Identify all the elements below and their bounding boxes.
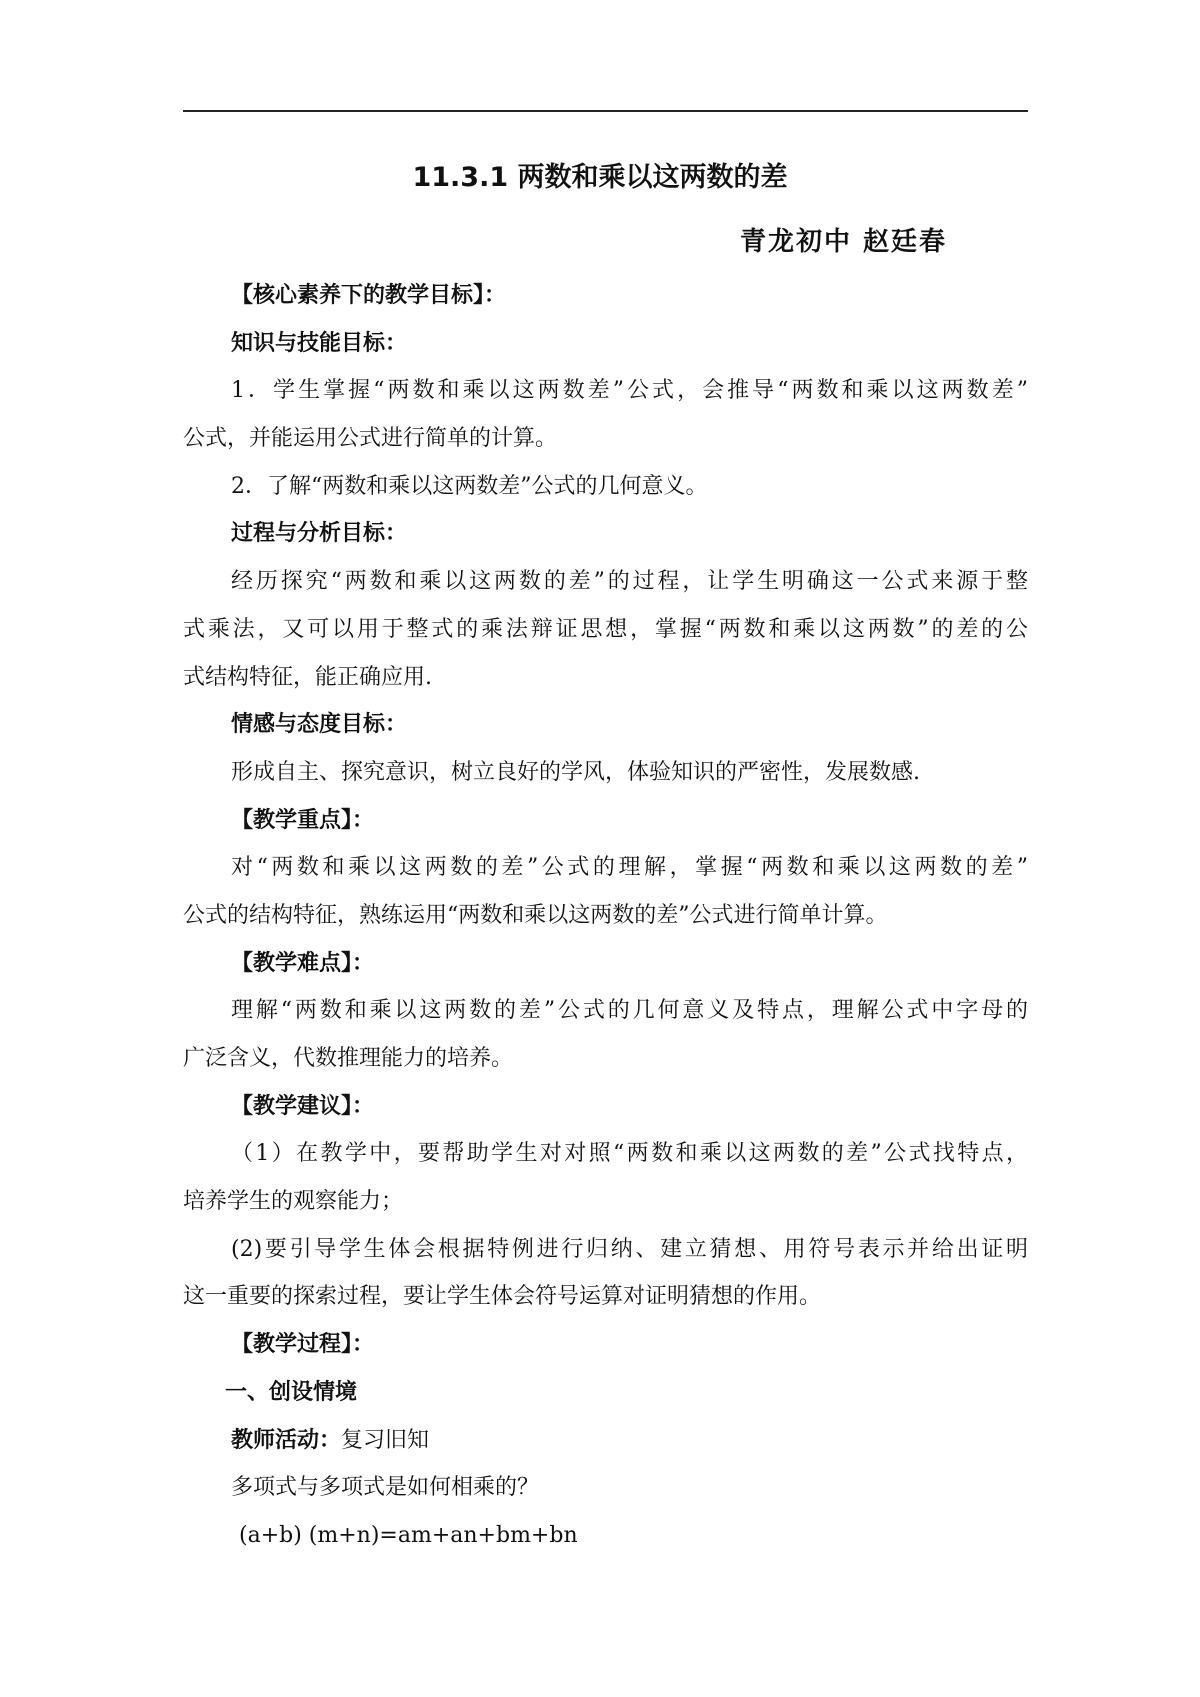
paragraph-line: 多项式与多项式是如何相乘的？ <box>231 1475 540 1501</box>
teacher-activity-text: 复习旧知 <box>341 1427 430 1453</box>
paragraph-line: 经历探究“两数和乘以这两数的差”的过程，让学生明确这一公式来源于整 <box>231 569 1028 595</box>
paragraph-line: 对“两数和乘以这两数的差”公式的理解，掌握“两数和乘以这两数的差” <box>231 855 1028 881</box>
section-heading-process: 【教学过程】： <box>231 1332 375 1358</box>
paragraph-line: 1．学生掌握“两数和乘以这两数差”公式，会推导“两数和乘以这两数差” <box>231 378 1028 404</box>
paragraph-line: 培养学生的观察能力； <box>183 1189 404 1215</box>
paragraph-line: 式结构特征，能正确应用. <box>183 664 432 690</box>
paragraph-line: 公式，并能运用公式进行简单的计算。 <box>183 426 558 452</box>
author-line: 青龙初中 赵廷春 <box>740 227 948 257</box>
subheading-emotion-attitude: 情感与态度目标： <box>231 712 408 738</box>
section-heading-suggestions: 【教学建议】： <box>231 1093 375 1119</box>
subheading-knowledge-skills: 知识与技能目标： <box>231 330 408 356</box>
section-heading-objectives: 【核心素养下的教学目标】： <box>231 283 507 308</box>
document-body <box>183 272 1028 1560</box>
teacher-activity-label: 教师活动： <box>231 1427 342 1453</box>
paragraph-line: （1）在教学中，要帮助学生对对照“两数和乘以这两数的差”公式找特点， <box>231 1141 1028 1167</box>
formula-line: (a+b) (m+n)=am+an+bm+bn <box>239 1522 578 1548</box>
header-rule <box>183 110 1028 112</box>
paragraph-line: 2．了解“两数和乘以这两数差”公式的几何意义。 <box>231 473 708 499</box>
paragraph-line: 式乘法，又可以用于整式的乘法辩证思想，掌握“两数和乘以这两数”的差的公 <box>183 616 1028 642</box>
paragraph-line: 理解“两数和乘以这两数的差”公式的几何意义及特点，理解公式中字母的 <box>231 998 1028 1024</box>
subheading-create-situation: 一、创设情境 <box>225 1379 358 1405</box>
paragraph-line: (2)要引导学生体会根据特例进行归纳、建立猜想、用符号表示并给出证明 <box>231 1236 1028 1262</box>
document-title: 11.3.1 两数和乘以这两数的差 <box>412 162 788 193</box>
subheading-process-analysis: 过程与分析目标： <box>231 521 408 547</box>
teacher-activity-line <box>183 1417 1028 1465</box>
section-heading-difficulties: 【教学难点】： <box>231 950 375 976</box>
paragraph-line: 形成自主、探究意识，树立良好的学风，体验知识的严密性，发展数感. <box>231 759 920 785</box>
paragraph-line: 广泛含义，代数推理能力的培养。 <box>183 1046 514 1071</box>
paragraph-line: 这一重要的探索过程，要让学生体会符号运算对证明猜想的作用。 <box>183 1284 822 1310</box>
section-heading-key-points: 【教学重点】： <box>231 807 375 833</box>
paragraph-line: 公式的结构特征，熟练运用“两数和乘以这两数的差”公式进行简单计算。 <box>183 902 888 928</box>
